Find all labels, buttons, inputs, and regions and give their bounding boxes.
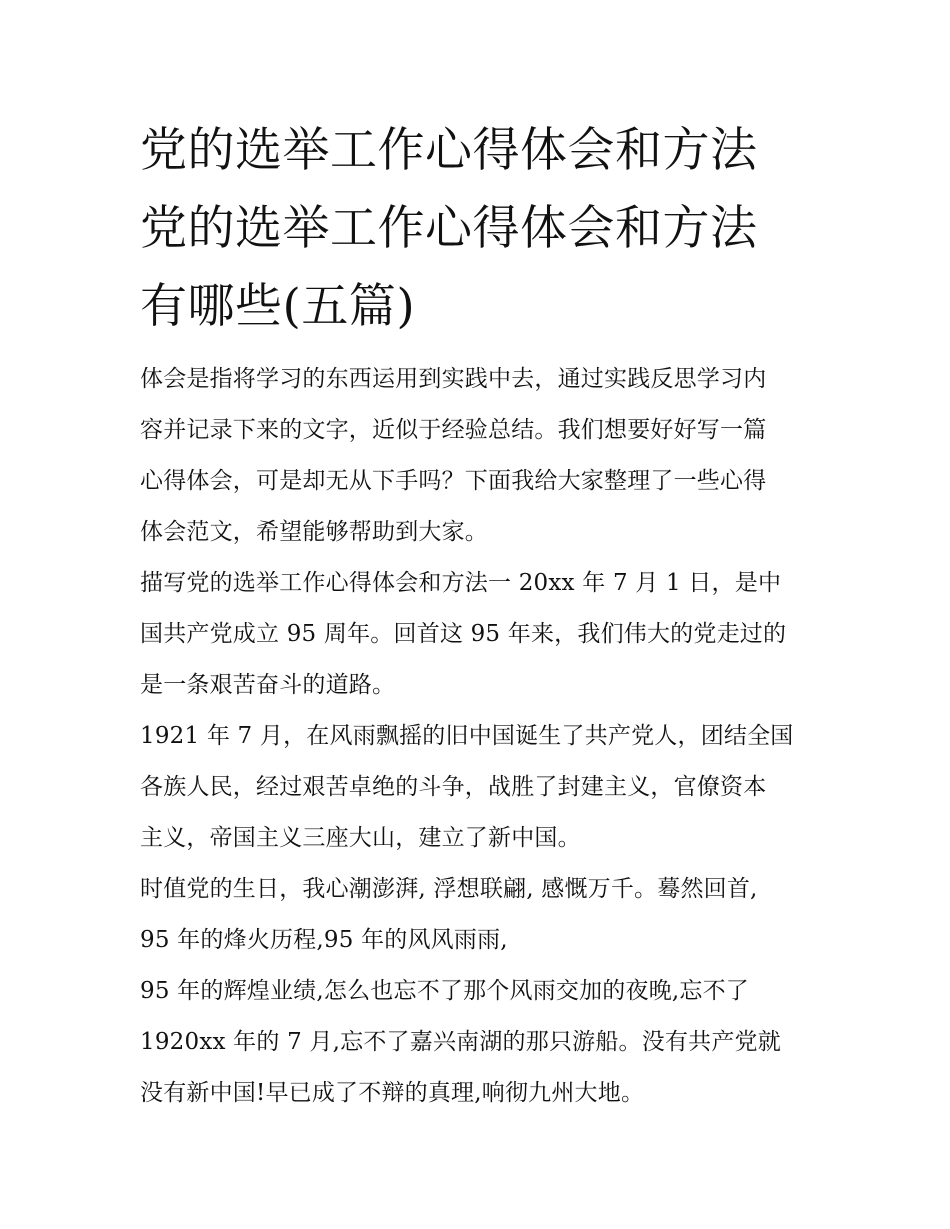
text-line: 时值党的生日，我心潮澎湃, 浮想联翩, 感慨万千。蓦然回首, bbox=[140, 876, 758, 902]
text-line: 1920xx 年的 7 月,忘不了嘉兴南湖的那只游船。没有共产党就 bbox=[140, 1029, 781, 1055]
document-body bbox=[140, 354, 820, 1119]
text-line: 各族人民，经过艰苦卓绝的斗争，战胜了封建主义，官僚资本 bbox=[140, 774, 767, 800]
document-content bbox=[140, 112, 820, 1119]
text-line: 是一条艰苦奋斗的道路。 bbox=[140, 672, 396, 698]
text-line: 95 年的烽火历程,95 年的风风雨雨, bbox=[140, 927, 508, 953]
paragraph-achievements bbox=[140, 966, 820, 1119]
text-line: 国共产党成立 95 周年。回首这 95 年来，我们伟大的党走过的 bbox=[140, 621, 787, 647]
title-line: 有哪些(五篇) bbox=[140, 279, 416, 334]
text-line: 体会范文，希望能够帮助到大家。 bbox=[140, 519, 488, 545]
document-title bbox=[140, 112, 820, 346]
paragraph-birthday bbox=[140, 864, 820, 966]
text-line: 描写党的选举工作心得体会和方法一 20xx 年 7 月 1 日，是中 bbox=[140, 570, 782, 596]
text-line: 1921 年 7 月，在风雨飘摇的旧中国诞生了共产党人，团结全国 bbox=[140, 723, 794, 749]
text-line: 心得体会，可是却无从下手吗？下面我给大家整理了一些心得 bbox=[140, 468, 767, 494]
text-line: 主义，帝国主义三座大山，建立了新中国。 bbox=[140, 825, 581, 851]
text-line: 容并记录下来的文字，近似于经验总结。我们想要好好写一篇 bbox=[140, 417, 767, 443]
text-line: 95 年的辉煌业绩,怎么也忘不了那个风雨交加的夜晚,忘不了 bbox=[140, 978, 749, 1004]
paragraph-one bbox=[140, 558, 820, 711]
text-line: 体会是指将学习的东西运用到实践中去，通过实践反思学习内 bbox=[140, 366, 767, 392]
text-line: 没有新中国!早已成了不辩的真理,响彻九州大地。 bbox=[140, 1080, 645, 1106]
paragraph-1921 bbox=[140, 711, 820, 864]
intro-paragraph bbox=[140, 354, 820, 558]
title-line: 党的选举工作心得体会和方法 bbox=[140, 201, 758, 256]
title-line: 党的选举工作心得体会和方法 bbox=[140, 123, 758, 178]
